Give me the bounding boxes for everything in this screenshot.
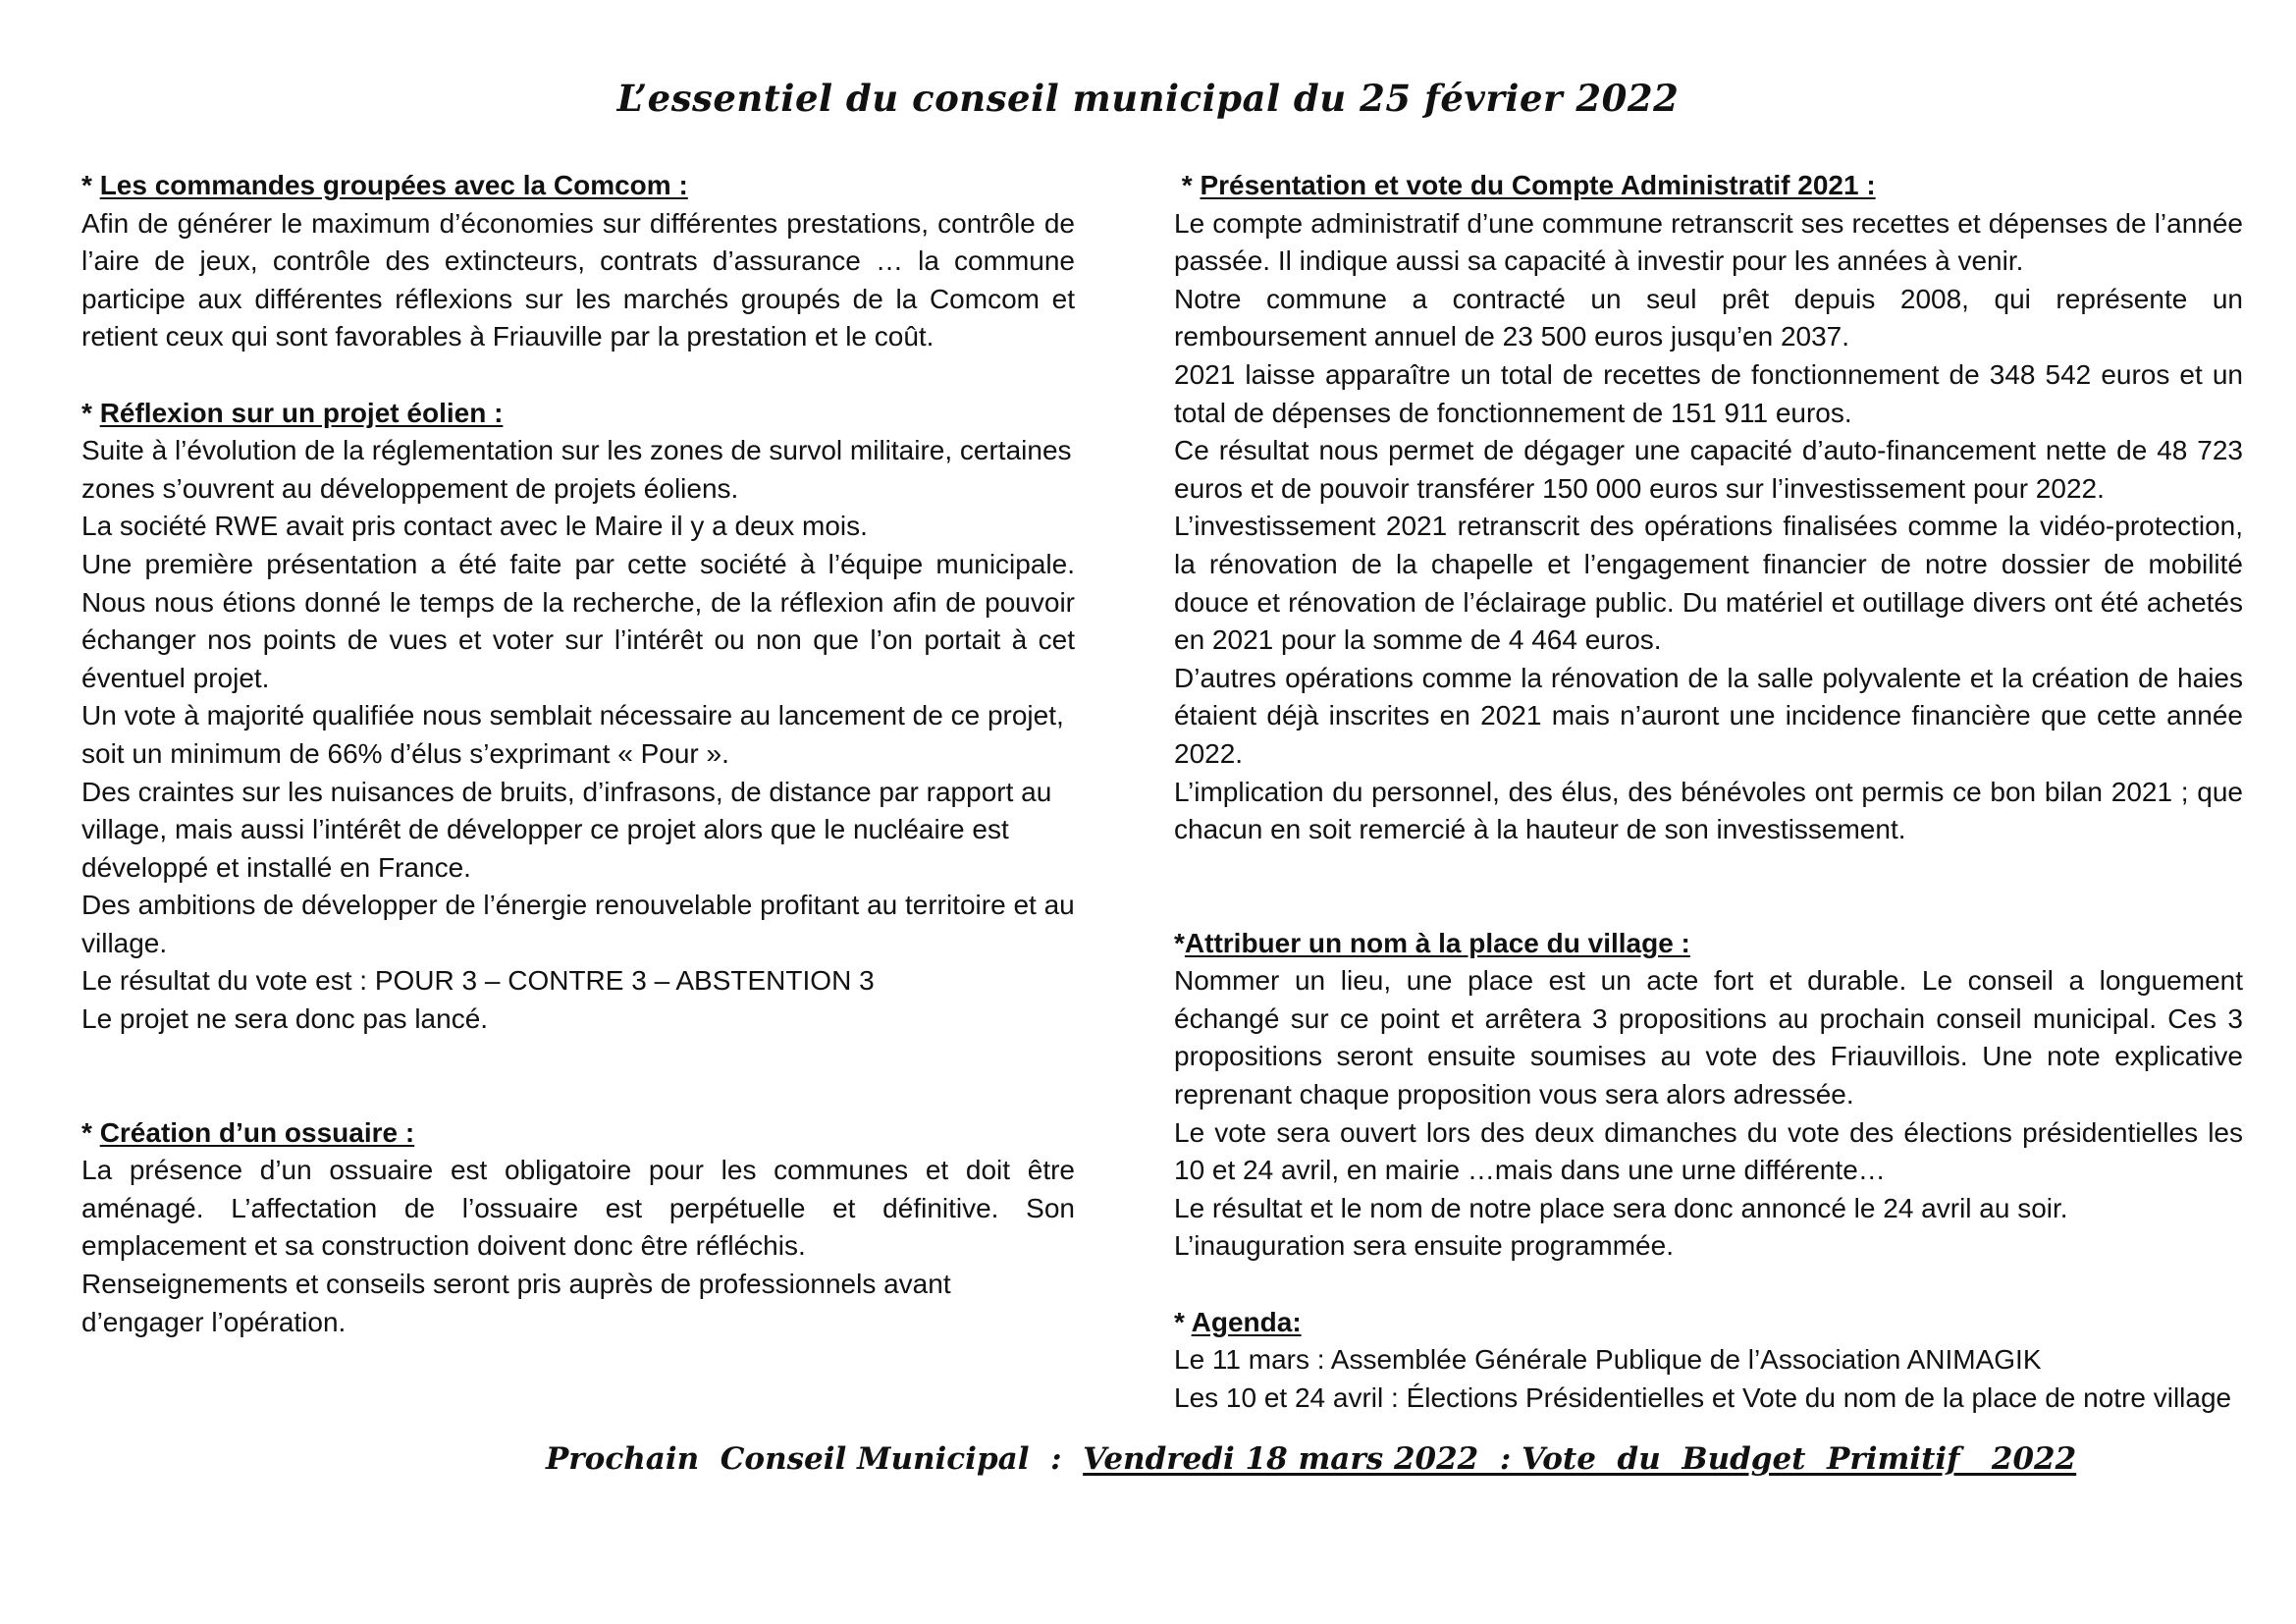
paragraph: Des ambitions de développer de l’énergie renouvelable profitant au territoire et au village. [81, 890, 1075, 958]
heading-bullet: * [1174, 927, 1185, 958]
vote-result: Le résultat du vote est : POUR 3 – CONTRE 3 – ABSTENTION 3 [81, 965, 875, 997]
paragraph: D’autres opérations comme la rénovation de la salle polyvalente et la création de haies étaient déjà inscrites en 2021 mais n’auront une incidence financière que cette année 2022. [1174, 662, 2243, 769]
right-column [1174, 167, 2243, 1417]
heading-text: Agenda: [1191, 1306, 1302, 1337]
paragraph: Renseignements et conseils seront pris auprès de professionnels avant d’engager l’opération. [81, 1269, 951, 1337]
paragraph: La présence d’un ossuaire est obligatoire pour les communes et doit être aménagé. L’affectation de l’ossuaire est perpétuelle et définitive. Son emplacement et sa construction doivent donc être réfléchis. [81, 1155, 1075, 1262]
paragraph: Des craintes sur les nuisances de bruits, d’infrasons, de distance par rapport au village, mais aussi l’intérêt de développer ce projet alors que le nucléaire est développé et installé en France. [81, 776, 1052, 883]
paragraph: Nommer un lieu, une place est un acte fort et durable. Le conseil a longuement échangé sur ce point et arrêtera 3 propositions au prochain conseil municipal. Ces 3 propositions seront ensuite soumises au vote des Friauvillois. Une note explicative reprenant chaque proposition vous sera alors adressée. [1174, 965, 2243, 1110]
paragraph: 2021 laisse apparaître un total de recettes de fonctionnement de 348 542 euros et un total de dépenses de fonctionnement de 151 911 euros. [1174, 358, 2243, 428]
paragraph: Un vote à majorité qualifiée nous semblait nécessaire au lancement de ce projet, soit un minimum de 66% d’élus s’exprimant « Pour ». [81, 700, 1064, 769]
paragraph: L’investissement 2021 retranscrit des opérations finalisées comme la vidéo-protection, la rénovation de la chapelle et l’engagement financier de notre dossier de mobilité douce et rénovation de l’éclairage public. Du matériel et outillage divers ont été achetés en 2021 pour la somme de 4 464 euros. [1174, 511, 2243, 656]
heading-bullet: * [81, 1116, 100, 1148]
paragraph: L’inauguration sera ensuite programmée. [1174, 1230, 1674, 1262]
paragraph: La société RWE avait pris contact avec le Maire il y a deux mois. [81, 511, 868, 542]
paragraph: Notre commune a contracté un seul prêt depuis 2008, qui représente un remboursement annuel de 23 500 euros jusqu’en 2037. [1174, 283, 2243, 352]
paragraph: Le vote sera ouvert lors des deux dimanches du vote des élections présidentielles les 10 et 24 avril, en mairie …mais dans une urne différente… [1174, 1116, 2243, 1186]
paragraph: Ce résultat nous permet de dégager une capacité d’auto-financement nette de 48 723 euros et de pouvoir transférer 150 000 euros sur l’investissement pour 2022. [1174, 435, 2243, 504]
paragraph: Afin de générer le maximum d’économies sur différentes prestations, contrôle de l’aire de jeux, contrôle des extincteurs, contrats d’assurance … la commune participe aux différentes réflexions sur les marchés groupés de la Comcom et retient ceux qui sont favorables à Friauville par la prestation et le coût. [81, 207, 1075, 352]
heading-text: Attribuer un nom à la place du village : [1184, 927, 1690, 958]
section-heading-ossuaire [81, 1114, 1075, 1153]
heading-bullet: * [81, 397, 100, 428]
paragraph: L’implication du personnel, des élus, des bénévoles ont permis ce bon bilan 2021 ; que chacun en soit remercié à la hauteur de son investissement. [1174, 776, 2243, 845]
agenda-item: Le 11 mars : Assemblée Générale Publique de l’Association ANIMAGIK [1174, 1344, 2042, 1376]
heading-text: Réflexion sur un projet éolien : [99, 397, 504, 428]
section-heading-commandes [81, 167, 1075, 205]
section-heading-eolien [81, 395, 1075, 433]
paragraph: Le compte administratif d’une commune retranscrit ses recettes et dépenses de l’année passée. Il indique aussi sa capacité à investir pour les années à venir. [1174, 207, 2243, 277]
left-column [81, 167, 1075, 1341]
next-council-banner [546, 1441, 2076, 1477]
heading-text: Présentation et vote du Compte Administratif 2021 : [1200, 170, 1876, 200]
section-heading-compte-administratif [1174, 167, 2243, 205]
heading-text: Les commandes groupées avec la Comcom : [99, 170, 688, 200]
section-heading-nom-place [1174, 925, 2243, 963]
paragraph: Le projet ne sera donc pas lancé. [81, 1003, 489, 1035]
agenda-item: Les 10 et 24 avril : Élections Présidentielles et Vote du nom de la place de notre village [1174, 1381, 2232, 1413]
paragraph: Suite à l’évolution de la réglementation sur les zones de survol militaire, certaines zones s’ouvrent au développement de projets éoliens. [81, 435, 1072, 504]
next-council-date: Vendredi 18 mars 2022 : Vote du Budget Primitif 2022 [1083, 1441, 2077, 1477]
section-heading-agenda [1174, 1304, 2243, 1342]
heading-bullet: * [81, 170, 100, 200]
paragraph: Une première présentation a été faite par cette société à l’équipe municipale. Nous nous étions donné le temps de la recherche, de la réflexion afin de pouvoir échanger nos points de vues et voter sur l’intérêt ou non que l’on portait à cet éventuel projet. [81, 548, 1075, 693]
paragraph: Le résultat et le nom de notre place sera donc annoncé le 24 avril au soir. [1174, 1192, 2068, 1223]
heading-bullet: * [1174, 170, 1201, 200]
heading-bullet: * [1174, 1306, 1192, 1337]
heading-text: Création d’un ossuaire : [99, 1116, 415, 1148]
page-title: L’essentiel du conseil municipal du 25 février 2022 [616, 77, 1680, 120]
next-council-label: Prochain Conseil Municipal : [546, 1441, 1084, 1477]
